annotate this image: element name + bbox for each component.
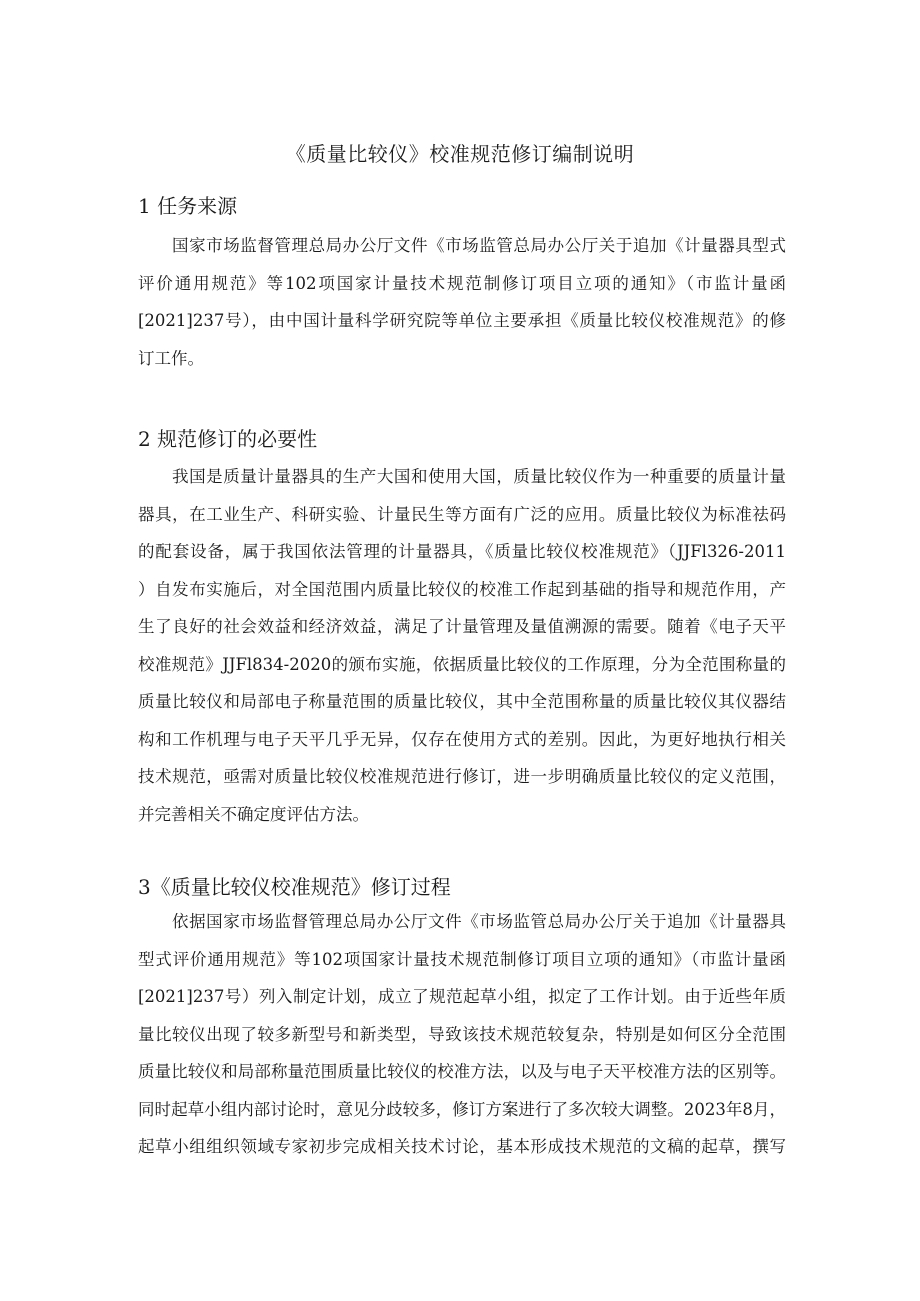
paragraph-line: 依据国家市场监督管理总局办公厅文件《市场监管总局办公厅关于追加《计量器具 <box>172 912 786 931</box>
paragraph-line: 我国是质量计量器具的生产大国和使用大国，质量比较仪作为一种重要的质量计量 <box>172 467 786 486</box>
paragraph-line: 的配套设备，属于我国依法管理的计量器具，《质量比较仪校准规范》（JJFl326-2011 <box>138 542 786 561</box>
section-body-2 <box>138 458 786 833</box>
paragraph-line: 技术规范，亟需对质量比较仪校准规范进行修订，进一步明确质量比较仪的定义范围， <box>138 767 786 786</box>
section-body-1 <box>138 227 786 377</box>
paragraph-line: [2021]237号），由中国计量科学研究院等单位主要承担《质量比较仪校准规范》的修 <box>138 311 786 330</box>
paragraph-line: 并完善相关不确定度评估方法。 <box>138 804 369 824</box>
paragraph-line: 同时起草小组内部讨论时，意见分歧较多，修订方案进行了多次较大调整。2023年8月， <box>138 1099 786 1119</box>
paragraph-line: 质量比较仪和局部称量范围质量比较仪的校准方法，以及与电子天平校准方法的区别等。 <box>138 1062 786 1081</box>
paragraph-line: 质量比较仪和局部电子称量范围的质量比较仪，其中全范围称量的质量比较仪其仪器结 <box>138 692 786 711</box>
section-heading-3: 3《质量比较仪校准规范》修订过程 <box>138 875 451 899</box>
paragraph-line: ）自发布实施后，对全国范围内质量比较仪的校准工作起到基础的指导和规范作用，产 <box>138 579 786 599</box>
paragraph-line: 构和工作机理与电子天平几乎无异，仅存在使用方式的差别。因此，为更好地执行相关 <box>138 729 786 749</box>
section-body-3 <box>138 903 786 1166</box>
paragraph-line: 量比较仪出现了较多新型号和新类型，导致该技术规范较复杂，特别是如何区分全范围 <box>138 1024 786 1044</box>
paragraph-line: 评价通用规范》等102项国家计量技术规范制修订项目立项的通知》（市监计量函 <box>138 273 786 293</box>
section-heading-1: 1 任务来源 <box>138 194 238 218</box>
section-heading-2: 2 规范修订的必要性 <box>138 427 318 451</box>
paragraph-line: [2021]237号）列入制定计划，成立了规范起草小组，拟定了工作计划。由于近些年质 <box>138 987 786 1006</box>
paragraph-line: 国家市场监督管理总局办公厅文件《市场监管总局办公厅关于追加《计量器具型式 <box>172 236 786 255</box>
paragraph-line: 校准规范》JJFl834-2020的颁布实施，依据质量比较仪的工作原理，分为全范围称量的 <box>138 654 786 674</box>
paragraph-line: 生了良好的社会效益和经济效益，满足了计量管理及量值溯源的需要。随着《电子天平 <box>138 617 786 636</box>
paragraph-line: 订工作。 <box>138 348 204 368</box>
paragraph-line: 器具，在工业生产、科研实验、计量民生等方面有广泛的应用。质量比较仪为标准祛码 <box>138 504 786 524</box>
paragraph-line: 起草小组组织领域专家初步完成相关技术讨论，基本形成技术规范的文稿的起草，撰写 <box>138 1137 786 1156</box>
document-title: 《质量比较仪》校准规范修订编制说明 <box>285 142 635 166</box>
paragraph-line: 型式评价通用规范》等102项国家计量技术规范制修订项目立项的通知》（市监计量函 <box>138 949 786 969</box>
